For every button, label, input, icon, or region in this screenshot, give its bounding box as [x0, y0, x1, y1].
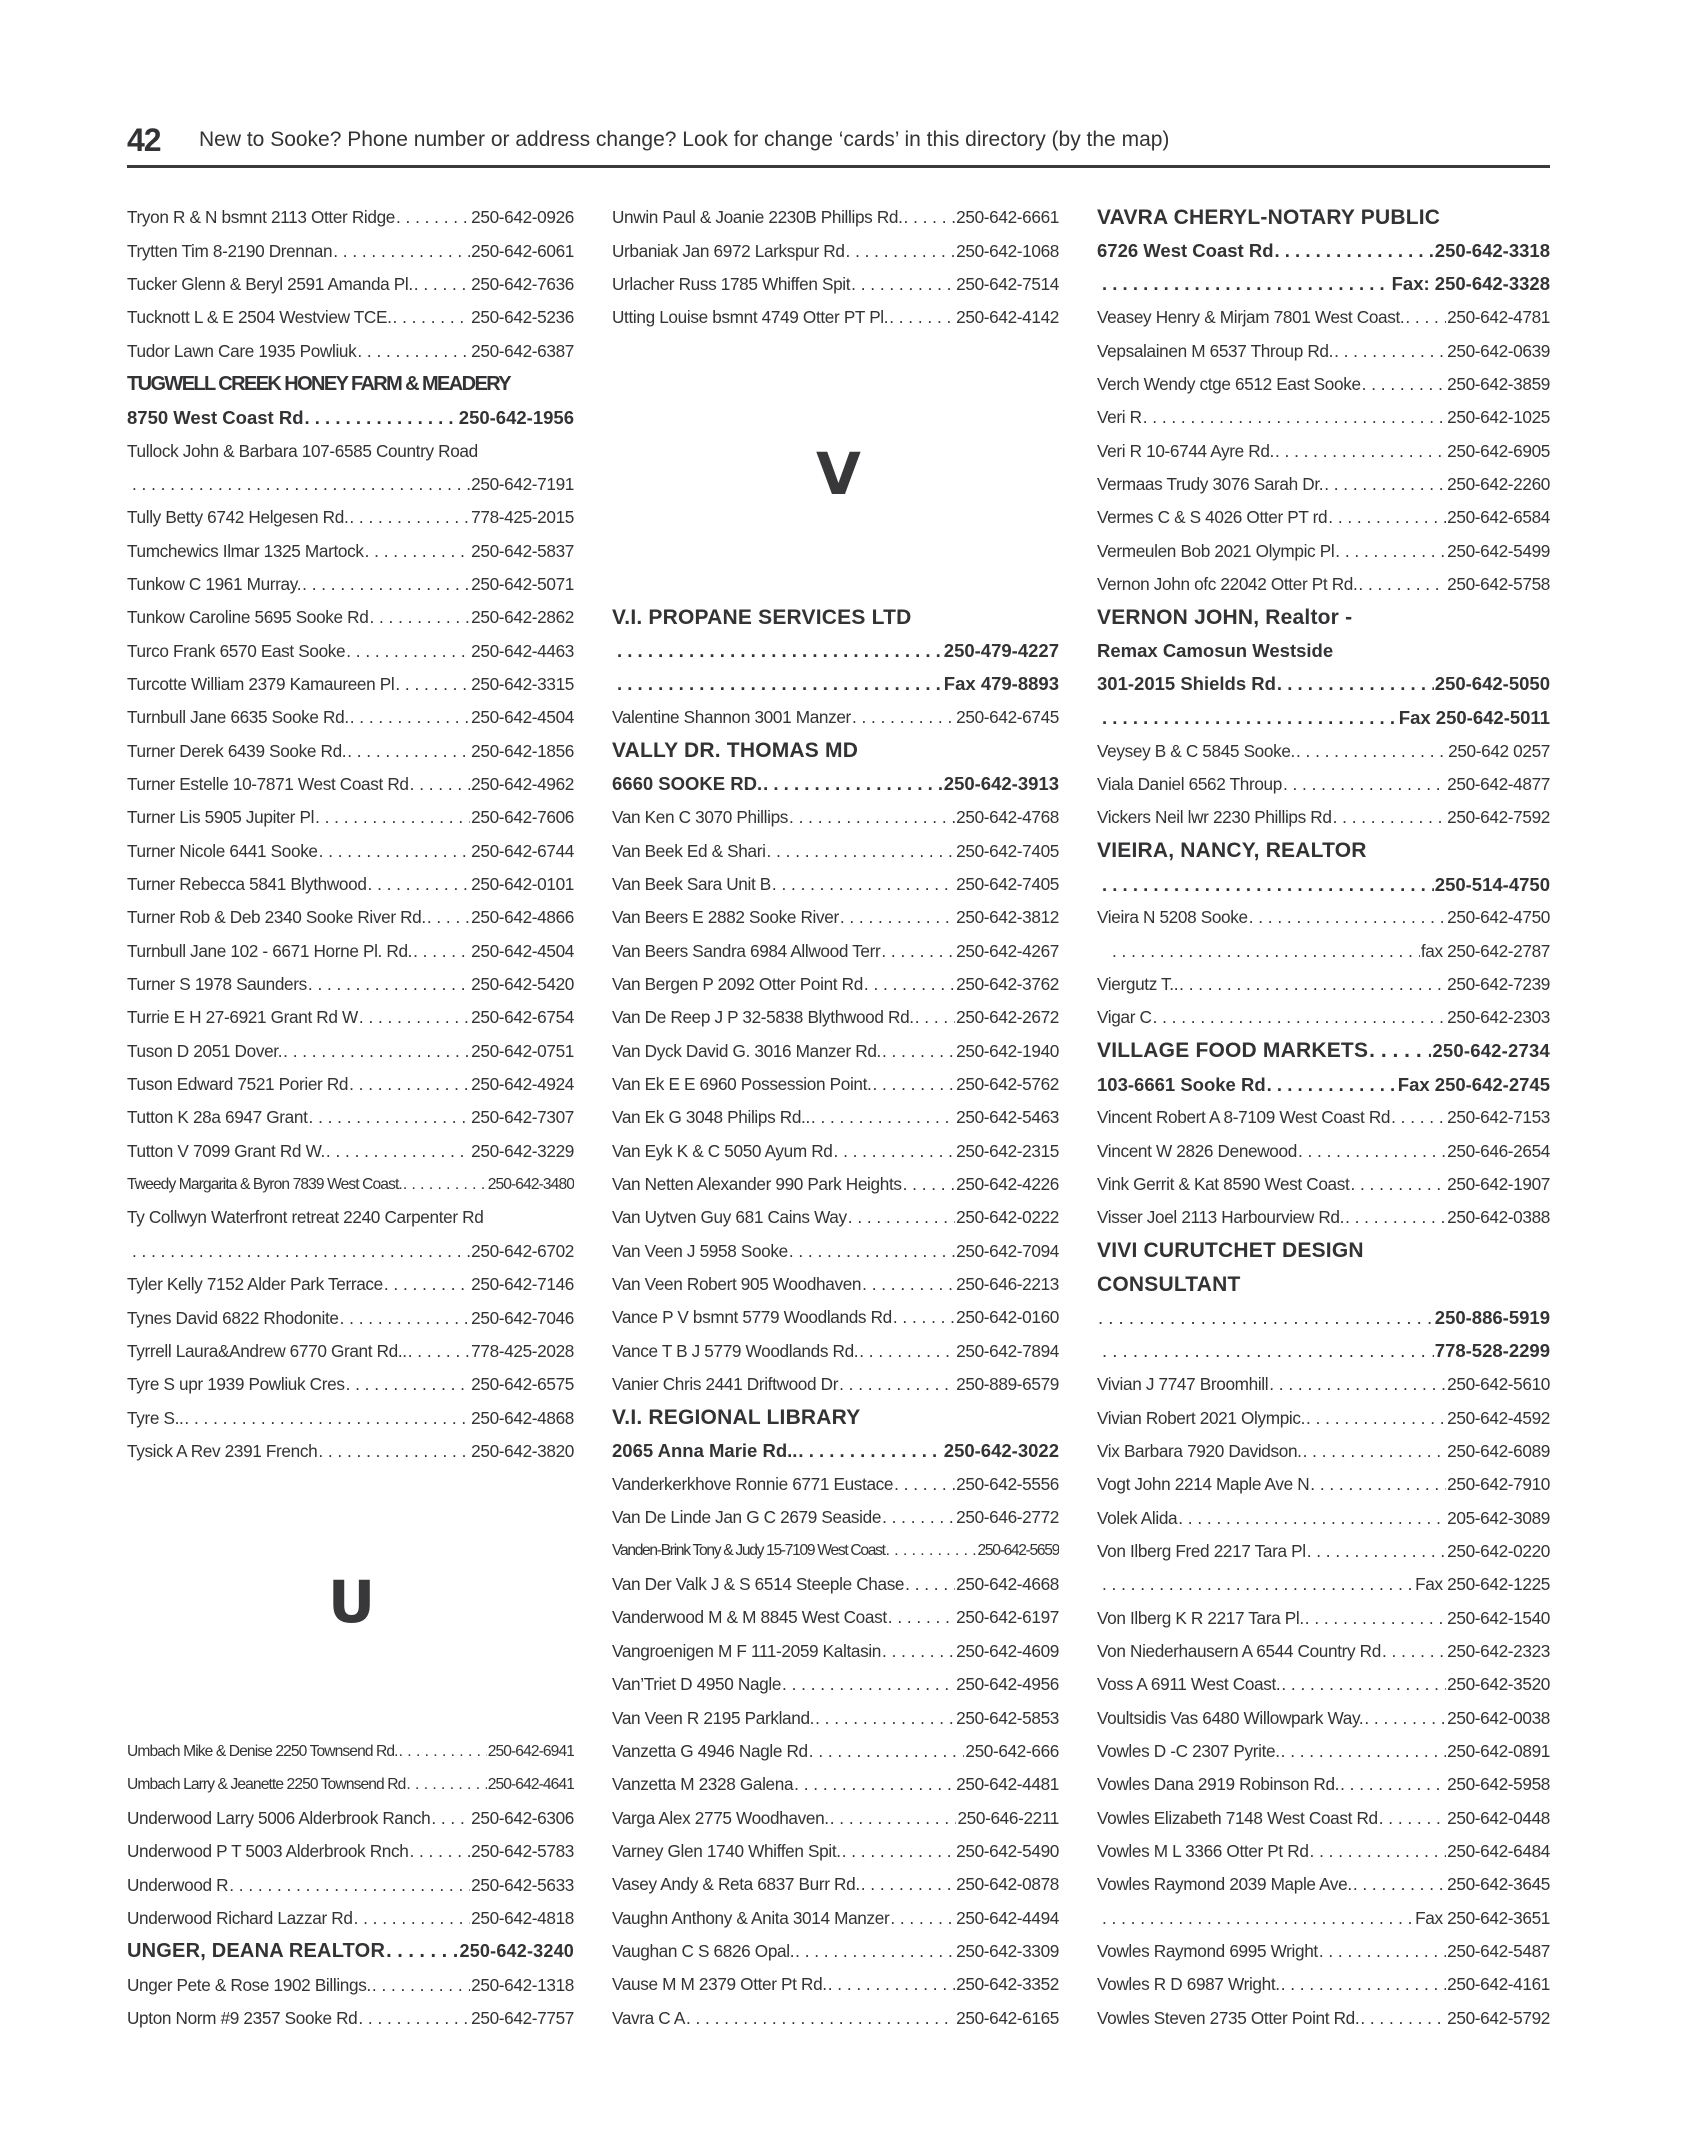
- page-header: [127, 120, 1550, 170]
- left-column-u-section: [127, 1735, 574, 2035]
- listing-row: Vanier Chris 2441 Driftwood Dr . . . 250-889-6579: [612, 1368, 1059, 1401]
- listing-row: Tudor Lawn Care 1935 Powliuk . . . 250-642-6387: [127, 334, 574, 367]
- listing-row: Vause M M 2379 Otter Pt Rd. . . . 250-642-3352: [612, 1968, 1059, 2001]
- listing-row: Van Eyk K & C 5050 Ayum Rd . . . 250-642-2315: [612, 1135, 1059, 1168]
- listing-row: Visser Joel 2113 Harbourview Rd. . . . 250-642-0388: [1097, 1201, 1550, 1234]
- middle-column-v-section: [612, 601, 1059, 2035]
- listing-row: Vowles M L 3366 Otter Pt Rd . . . 250-642-6484: [1097, 1835, 1550, 1868]
- listing-row: Vincent W 2826 Denewood . . . 250-646-2654: [1097, 1135, 1550, 1168]
- listing-row: Van Veen R 2195 Parkland. . . . 250-642-5853: [612, 1701, 1059, 1734]
- listing-row: Van Beek Ed & Shari . . . 250-642-7405: [612, 834, 1059, 867]
- listing-row: Underwood R . . . 250-642-5633: [127, 1868, 574, 1901]
- listing-row: Tyre S.. . . . 250-642-4868: [127, 1401, 574, 1434]
- business-listing-row: VILLAGE FOOD MARKETS . . . 250-642-2734: [1097, 1035, 1550, 1068]
- listing-row: Turner Rebecca 5841 Blythwood . . . 250-642-0101: [127, 868, 574, 901]
- header-rule: [127, 165, 1550, 168]
- listing-row: Van’Triet D 4950 Nagle . . . 250-642-4956: [612, 1668, 1059, 1701]
- business-listing-heading: VERNON JOHN, Realtor -: [1097, 605, 1353, 629]
- listing-row: Vowles Raymond 2039 Maple Ave. . . . 250-642-3645: [1097, 1868, 1550, 1901]
- listing-row: Tysick A Rev 2391 French . . . 250-642-3820: [127, 1435, 574, 1468]
- listing-row: Vanderwood M & M 8845 West Coast . . . 250-642-6197: [612, 1601, 1059, 1634]
- listing-row: Van Veen Robert 905 Woodhaven . . . 250-646-2213: [612, 1268, 1059, 1301]
- listing-row: Vepsalainen M 6537 Throup Rd. . . . 250-642-0639: [1097, 334, 1550, 367]
- listing-row: Tuson D 2051 Dover. . . . 250-642-0751: [127, 1035, 574, 1068]
- listing-row: Tunkow C 1961 Murray. . . . 250-642-5071: [127, 568, 574, 601]
- listing-continuation-row: . . . fax 250-642-2787: [1097, 935, 1550, 968]
- listing-row: Turner Lis 5905 Jupiter Pl . . . 250-642-7606: [127, 801, 574, 834]
- listing-row: Turrie E H 27-6921 Grant Rd W . . . 250-642-6754: [127, 1001, 574, 1034]
- listing-row: Voss A 6911 West Coast. . . . 250-642-3520: [1097, 1668, 1550, 1701]
- listing-row: Vernon John ofc 22042 Otter Pt Rd. . . . 250-642-5758: [1097, 568, 1550, 601]
- listing-row: Unger Pete & Rose 1902 Billings. . . . 250-642-1318: [127, 1968, 574, 2001]
- listing-row: Van Ek G 3048 Philips Rd.. . . . 250-642-5463: [612, 1101, 1059, 1134]
- business-listing-row: UNGER, DEANA REALTOR . . . 250-642-3240: [127, 1935, 574, 1968]
- business-listing-heading: TUGWELL CREEK HONEY FARM & MEADERY: [127, 372, 511, 395]
- listing-row: Unwin Paul & Joanie 2230B Phillips Rd. . . . 250-642-6661: [612, 201, 1059, 234]
- listing-row: Von Ilberg Fred 2217 Tara Pl . . . 250-642-0220: [1097, 1535, 1550, 1568]
- listing-row: Tully Betty 6742 Helgesen Rd. . . . 778-425-2015: [127, 501, 574, 534]
- listing-row: Tweedy Margarita & Byron 7839 West Coast. . . . 250-642-3480: [127, 1168, 574, 1201]
- listing-row: Vanzetta M 2328 Galena . . . 250-642-4481: [612, 1768, 1059, 1801]
- left-column: [127, 201, 574, 1468]
- business-listing-row: . . . Fax 479-8893: [612, 668, 1059, 701]
- listing-row: Van Der Valk J & S 6514 Steeple Chase . . . 250-642-4668: [612, 1568, 1059, 1601]
- listing-row: Van Beek Sara Unit B . . . 250-642-7405: [612, 868, 1059, 901]
- section-letter-u: U: [328, 1568, 376, 1636]
- business-listing-subheading: Remax Camosun Westside: [1097, 640, 1334, 662]
- listing-row: Van Beers Sandra 6984 Allwood Terr . . . 250-642-4267: [612, 934, 1059, 967]
- right-column: [1097, 201, 1550, 2035]
- listing-row: Turner Nicole 6441 Sooke . . . 250-642-6744: [127, 835, 574, 868]
- listing-row: Vermeulen Bob 2021 Olympic Pl . . . 250-642-5499: [1097, 534, 1550, 567]
- listing-row: Van Beers E 2882 Sooke River . . . 250-642-3812: [612, 901, 1059, 934]
- business-listing-heading: V.I. REGIONAL LIBRARY: [612, 1405, 861, 1429]
- listing-row: Vavra C A . . . 250-642-6165: [612, 2001, 1059, 2034]
- listing-row: Vix Barbara 7920 Davidson. . . . 250-642-6089: [1097, 1435, 1550, 1468]
- listing-row: Umbach Mike & Denise 2250 Townsend Rd. . . . 250-642-6941: [127, 1735, 574, 1768]
- business-listing-row: 103-6661 Sooke Rd . . . Fax 250-642-2745: [1097, 1068, 1550, 1101]
- listing-row: Van Bergen P 2092 Otter Point Rd . . . 250-642-3762: [612, 968, 1059, 1001]
- listing-row: Veasey Henry & Mirjam 7801 West Coast. . . . 250-642-4781: [1097, 301, 1550, 334]
- business-listing-heading: VAVRA CHERYL-NOTARY PUBLIC: [1097, 205, 1441, 229]
- listing-row: Vincent Robert A 8-7109 West Coast Rd . . . 250-642-7153: [1097, 1101, 1550, 1134]
- listing-row: Vowles D -C 2307 Pyrite. . . . 250-642-0891: [1097, 1735, 1550, 1768]
- listing-row: Upton Norm #9 2357 Sooke Rd . . . 250-642-7757: [127, 2002, 574, 2035]
- listing-continuation-row: . . . 250-642-7191: [127, 468, 574, 501]
- business-listing-row: . . . 778-528-2299: [1097, 1335, 1550, 1368]
- listing-row: Vermaas Trudy 3076 Sarah Dr. . . . 250-642-2260: [1097, 468, 1550, 501]
- business-listing-row: . . . 250-886-5919: [1097, 1301, 1550, 1334]
- listing-row: Verch Wendy ctge 6512 East Sooke . . . 250-642-3859: [1097, 368, 1550, 401]
- listing-row: Vanderkerkhove Ronnie 6771 Eustace . . . 250-642-5556: [612, 1468, 1059, 1501]
- listing-row: Van De Linde Jan G C 2679 Seaside . . . 250-646-2772: [612, 1501, 1059, 1534]
- listing-row: Van Netten Alexander 990 Park Heights . . . 250-642-4226: [612, 1168, 1059, 1201]
- listing-row: Tucker Glenn & Beryl 2591 Amanda Pl. . . . 250-642-7636: [127, 268, 574, 301]
- listing-row: Viergutz T.. . . . 250-642-7239: [1097, 968, 1550, 1001]
- listing-row: Varney Glen 1740 Whiffen Spit. . . . 250-642-5490: [612, 1835, 1059, 1868]
- page-number: 42: [127, 122, 161, 158]
- listing-row: Tucknott L & E 2504 Westview TCE. . . . 250-642-5236: [127, 301, 574, 334]
- listing-row: Underwood Larry 5006 Alderbrook Ranch . . . 250-642-6306: [127, 1802, 574, 1835]
- listing-row: Vivian Robert 2021 Olympic. . . . 250-642-4592: [1097, 1401, 1550, 1434]
- business-listing-row: . . . 250-514-4750: [1097, 868, 1550, 901]
- business-listing-heading: V.I. PROPANE SERVICES LTD: [612, 605, 912, 629]
- listing-row: Turco Frank 6570 East Sooke . . . 250-642-4463: [127, 634, 574, 667]
- listing-row: Tutton K 28a 6947 Grant . . . 250-642-7307: [127, 1101, 574, 1134]
- listing-row: Underwood Richard Lazzar Rd . . . 250-642-4818: [127, 1902, 574, 1935]
- listing-row: Turner Estelle 10-7871 West Coast Rd . . . 250-642-4962: [127, 768, 574, 801]
- listing-row: Vance T B J 5779 Woodlands Rd. . . . 250-642-7894: [612, 1335, 1059, 1368]
- listing-row: Tyler Kelly 7152 Alder Park Terrace . . . 250-642-7146: [127, 1268, 574, 1301]
- listing-row: Ty Collwyn Waterfront retreat 2240 Carpenter Rd: [127, 1207, 484, 1228]
- listing-row: Vanden-Brink Tony & Judy 15-7109 West Coast . . . 250-642-5659: [612, 1535, 1059, 1568]
- listing-row: Turner Rob & Deb 2340 Sooke River Rd. . . . 250-642-4866: [127, 901, 574, 934]
- listing-row: Trytten Tim 8-2190 Drennan . . . 250-642-6061: [127, 234, 574, 267]
- business-listing-row: 6660 SOOKE RD. . . . 250-642-3913: [612, 768, 1059, 801]
- listing-row: Vasey Andy & Reta 6837 Burr Rd. . . . 250-642-0878: [612, 1868, 1059, 1901]
- listing-row: Vink Gerrit & Kat 8590 West Coast . . . 250-642-1907: [1097, 1168, 1550, 1201]
- listing-row: Von Niederhausern A 6544 Country Rd . . . 250-642-2323: [1097, 1635, 1550, 1668]
- listing-row: Varga Alex 2775 Woodhaven. . . . 250-646-2211: [612, 1801, 1059, 1834]
- listing-row: Turnbull Jane 6635 Sooke Rd. . . . 250-642-4504: [127, 701, 574, 734]
- listing-row: Tullock John & Barbara 107-6585 Country Road: [127, 440, 478, 461]
- listing-row: Van De Reep J P 32-5838 Blythwood Rd. . . . 250-642-2672: [612, 1001, 1059, 1034]
- listing-row: Vowles Elizabeth 7148 West Coast Rd . . . 250-642-0448: [1097, 1802, 1550, 1835]
- header-text: New to Sooke? Phone number or address change? Look for change ‘cards’ in this directory (by the map): [199, 128, 1170, 151]
- listing-row: Vowles R D 6987 Wright. . . . 250-642-4161: [1097, 1968, 1550, 2001]
- listing-row: Voultsidis Vas 6480 Willowpark Way. . . . 250-642-0038: [1097, 1701, 1550, 1734]
- listing-row: Tynes David 6822 Rhodonite . . . 250-642-7046: [127, 1301, 574, 1334]
- listing-row: Vickers Neil lwr 2230 Phillips Rd . . . 250-642-7592: [1097, 801, 1550, 834]
- business-listing-row: 8750 West Coast Rd . . . 250-642-1956: [127, 401, 574, 434]
- listing-row: Van Ken C 3070 Phillips . . . 250-642-4768: [612, 801, 1059, 834]
- listing-row: Vance P V bsmnt 5779 Woodlands Rd . . . 250-642-0160: [612, 1301, 1059, 1334]
- listing-row: Von Ilberg K R 2217 Tara Pl. . . . 250-642-1540: [1097, 1601, 1550, 1634]
- business-listing-row: 2065 Anna Marie Rd.. . . . 250-642-3022: [612, 1435, 1059, 1468]
- listing-row: Tryon R & N bsmnt 2113 Otter Ridge . . . 250-642-0926: [127, 201, 574, 234]
- business-listing-heading: VIVI CURUTCHET DESIGN: [1097, 1239, 1364, 1263]
- listing-row: Veri R . . . 250-642-1025: [1097, 401, 1550, 434]
- business-listing-heading: CONSULTANT: [1097, 1272, 1241, 1296]
- listing-continuation-row: . . . Fax 250-642-3651: [1097, 1902, 1550, 1935]
- listing-row: Viala Daniel 6562 Throup . . . 250-642-4877: [1097, 768, 1550, 801]
- listing-row: Vieira N 5208 Sooke . . . 250-642-4750: [1097, 901, 1550, 934]
- listing-row: Vangroenigen M F 111-2059 Kaltasin . . . 250-642-4609: [612, 1635, 1059, 1668]
- listing-row: Van Uytven Guy 681 Cains Way . . . 250-642-0222: [612, 1201, 1059, 1234]
- listing-row: Vaughan C S 6826 Opal. . . . 250-642-3309: [612, 1935, 1059, 1968]
- listing-row: Valentine Shannon 3001 Manzer . . . 250-642-6745: [612, 701, 1059, 734]
- listing-row: Vaughn Anthony & Anita 3014 Manzer . . . 250-642-4494: [612, 1901, 1059, 1934]
- listing-row: Vowles Steven 2735 Otter Point Rd. . . . 250-642-5792: [1097, 2002, 1550, 2035]
- listing-row: Umbach Larry & Jeanette 2250 Townsend Rd . . . 250-642-4641: [127, 1768, 574, 1801]
- listing-row: Vermes C & S 4026 Otter PT rd . . . 250-642-6584: [1097, 501, 1550, 534]
- listing-row: Tyre S upr 1939 Powliuk Cres . . . 250-642-6575: [127, 1368, 574, 1401]
- listing-row: Vowles Dana 2919 Robinson Rd. . . . 250-642-5958: [1097, 1768, 1550, 1801]
- listing-row: Van Ek E E 6960 Possession Point. . . . 250-642-5762: [612, 1068, 1059, 1101]
- listing-row: Vogt John 2214 Maple Ave N . . . 250-642-7910: [1097, 1468, 1550, 1501]
- listing-row: Tumchewics Ilmar 1325 Martock . . . 250-642-5837: [127, 534, 574, 567]
- business-listing-row: . . . Fax 250-642-5011: [1097, 701, 1550, 734]
- business-listing-row: 6726 West Coast Rd . . . 250-642-3318: [1097, 234, 1550, 267]
- listing-row: Van Dyck David G. 3016 Manzer Rd. . . . 250-642-1940: [612, 1034, 1059, 1067]
- listing-continuation-row: . . . 250-642-6702: [127, 1235, 574, 1268]
- listing-row: Utting Louise bsmnt 4749 Otter PT Pl. . . . 250-642-4142: [612, 301, 1059, 334]
- listing-row: Urlacher Russ 1785 Whiffen Spit . . . 250-642-7514: [612, 268, 1059, 301]
- listing-row: Volek Alida . . . 205-642-3089: [1097, 1501, 1550, 1534]
- listing-row: Turner Derek 6439 Sooke Rd. . . . 250-642-1856: [127, 735, 574, 768]
- business-listing-heading: VALLY DR. THOMAS MD: [612, 739, 859, 763]
- listing-row: Underwood P T 5003 Alderbrook Rnch . . . 250-642-5783: [127, 1835, 574, 1868]
- listing-row: Van Veen J 5958 Sooke . . . 250-642-7094: [612, 1235, 1059, 1268]
- listing-continuation-row: . . . Fax 250-642-1225: [1097, 1568, 1550, 1601]
- business-listing-row: . . . Fax: 250-642-3328: [1097, 268, 1550, 301]
- listing-row: Turner S 1978 Saunders . . . 250-642-5420: [127, 968, 574, 1001]
- listing-row: Veysey B & C 5845 Sooke. . . . 250-642 0257: [1097, 735, 1550, 768]
- listing-row: Vowles Raymond 6995 Wright . . . 250-642-5487: [1097, 1935, 1550, 1968]
- listing-row: Tutton V 7099 Grant Rd W. . . . 250-642-3229: [127, 1135, 574, 1168]
- listing-row: Turnbull Jane 102 - 6671 Horne Pl. Rd. . . . 250-642-4504: [127, 935, 574, 968]
- listing-row: Vigar C . . . 250-642-2303: [1097, 1001, 1550, 1034]
- listing-row: Tyrrell Laura&Andrew 6770 Grant Rd.. . . . 778-425-2028: [127, 1335, 574, 1368]
- listing-row: Tuson Edward 7521 Porier Rd . . . 250-642-4924: [127, 1068, 574, 1101]
- listing-row: Tunkow Caroline 5695 Sooke Rd . . . 250-642-2862: [127, 601, 574, 634]
- business-listing-row: . . . 250-479-4227: [612, 634, 1059, 667]
- middle-column: [612, 201, 1059, 334]
- business-listing-heading: VIEIRA, NANCY, REALTOR: [1097, 839, 1367, 863]
- listing-row: Veri R 10-6744 Ayre Rd. . . . 250-642-6905: [1097, 434, 1550, 467]
- listing-row: Vanzetta G 4946 Nagle Rd . . . 250-642-666: [612, 1735, 1059, 1768]
- business-listing-row: 301-2015 Shields Rd . . . 250-642-5050: [1097, 668, 1550, 701]
- section-letter-v: V: [816, 440, 861, 508]
- listing-row: Urbaniak Jan 6972 Larkspur Rd . . . 250-642-1068: [612, 234, 1059, 267]
- listing-row: Vivian J 7747 Broomhill . . . 250-642-5610: [1097, 1368, 1550, 1401]
- listing-row: Turcotte William 2379 Kamaureen Pl . . . 250-642-3315: [127, 668, 574, 701]
